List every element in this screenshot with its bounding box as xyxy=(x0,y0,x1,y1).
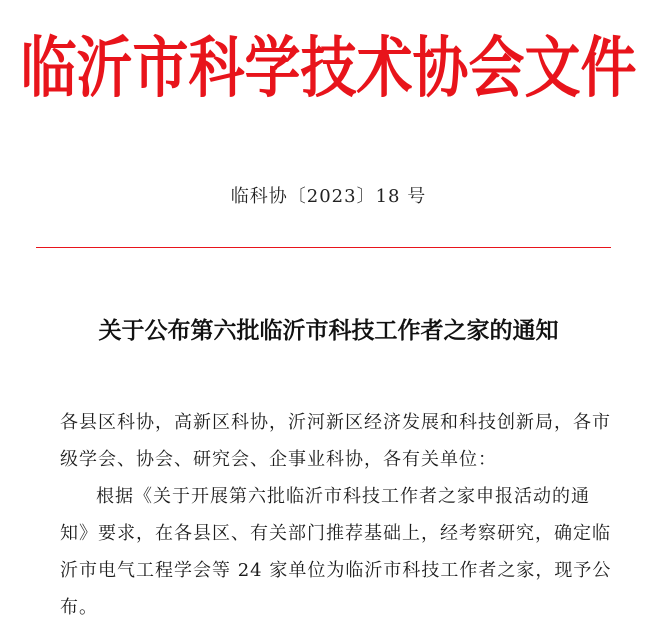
header-divider xyxy=(36,247,611,248)
notice-addressees: 各县区科协，高新区科协，沂河新区经济发展和科技创新局，各市级学会、协会、研究会、企事业科协，各有关单位： xyxy=(60,412,611,470)
notice-title: 关于公布第六批临沂市科技工作者之家的通知 xyxy=(98,317,559,344)
notice-body xyxy=(60,404,612,626)
document-header-title: 临沂市科学技术协会文件 xyxy=(20,30,637,108)
notice-paragraph-1: 根据《关于开展第六批临沂市科技工作者之家申报活动的通知》要求，在各县区、有关部门推荐基础上，经考察研究，确定临沂市电气工程学会等 24 家单位为临沂市科技工作者之家，现予公布。 xyxy=(60,486,612,618)
document-number: 临科协〔2023〕18 号 xyxy=(230,186,427,207)
